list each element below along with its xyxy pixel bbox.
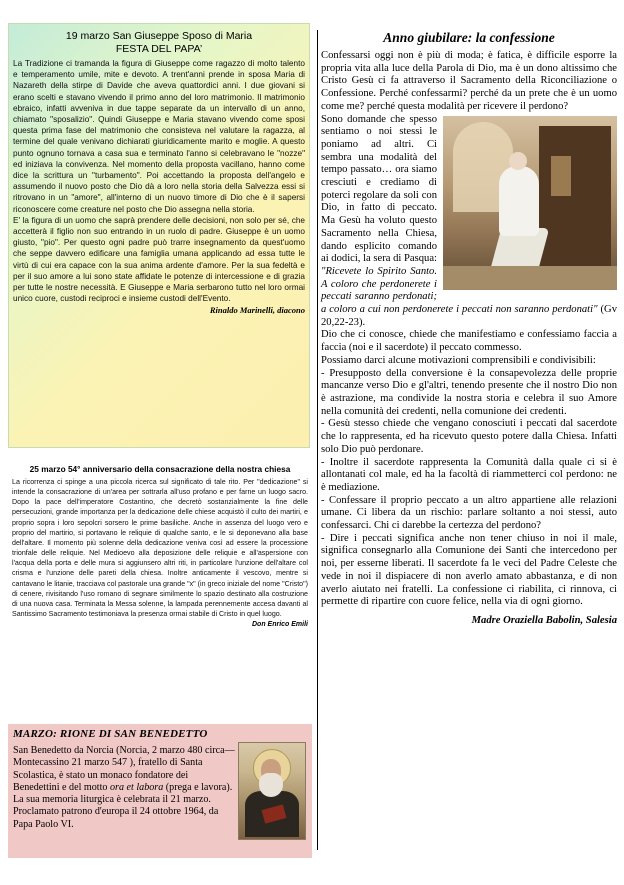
- confession-bullet-5: - Dire i peccati significa anche non tener chiuso in noi il male, significa consegnarlo alla Comunione dei Santi che intercedono per noi, per esserne liberati. Il sacerdote fa le veci del Padre Celeste che vede in noi il dispiacere di non averlo amato abbastanza, e di non averlo aiutato nei fratelli. La confessione ci riabilita, ci rinnova, ci permette di ripartire con cuore felice, nella via di ogni giorno.: [321, 532, 617, 608]
- confession-signature: Madre Oraziella Babolin, Salesia: [471, 614, 617, 626]
- san-benedetto-text-2: (prega e lavora). La sua memoria liturgica è celebrata il 21 marzo. Proclamato patrono d'europa il 24 ottobre 1964, da Papa Paolo VI.: [13, 781, 233, 830]
- san-benedetto-title: MARZO: RIONE DI SAN BENEDETTO: [13, 728, 208, 740]
- st-joseph-signature: Rinaldo Marinelli, diacono: [209, 305, 305, 316]
- confession-paragraph-2: Dio che ci conosce, chiede che manifestiamo e confessiamo faccia a faccia (noi e il sacerdote) il peccato commesso.: [321, 329, 617, 354]
- gospel-reference: (Gv 20,22-23).: [321, 304, 617, 328]
- san-benedetto-motto: ora et labora: [110, 781, 164, 793]
- st-joseph-paragraph-1: La Tradizione ci tramanda la figura di Giuseppe come ragazzo di molto talento e temperamento umile, mite e devoto. A trent'anni prende in sposa Maria di Nazareth della stirpe di Davide che aveva quattordici anni. I due giovani si erano scelti e stavano vivendo il primo anno del loro matrimonio. Il matrimonio ebraico, infatti avveniva in due tappe separate da un intervallo di un anno, chiamato "sposalizio". Quindi Giuseppe e Maria stavano vivendo come sposi questa prima fase del matrimonio che consisteva nel valutare la ragazza, al termine del quale venivano dichiarati giuridicamente marito e moglie. A questo punto ognuno tornava a casa sua e terminato l'anno si celebravano le "nozze" ed iniziava la convivenza. Nel momento della proposta vacillano, hanno come dice la scrittura un "turbamento". Poi accettando la proposta dell'angelo e assumendo il nuovo posto che Dio dà a loro nella storia della Salvezza essi si ritrovano in un "amore", all'interno di un nuovo timore di Dio che è il sapersi riconoscere come creature nel posto che Dio assegna nella storia.: [13, 59, 305, 214]
- st-joseph-paragraph-2: E' la figura di un uomo che saprà prendere delle decisioni, non solo per sé, che accetterà il figlio non suo entrando in un ruolo di padre. Giuseppe è un uomo giusto, "pio". Per questo ogni padre può trarre insegnamento da quest'uomo che seppe davvero edificare una famiglia umana applicando ad essa tutte le virtù di cui era capace con la sua anima ardente d'amore. Per la sua fedeltà e per il suo amore a lui sono state affidate le potenze di intercessione e di grazia per tutte le nostre necessità. E Giuseppe e Maria serbarono tutto nel loro ormai unico cuore, custodi reciproci e insieme custodi dell'Evento.: [13, 215, 305, 304]
- confession-photo: [443, 116, 617, 290]
- st-joseph-article: [8, 23, 310, 448]
- confession-article: [321, 30, 617, 626]
- confession-paragraph-3: Possiamo darci alcune motivazioni comprensibili e condivisibili:: [321, 354, 596, 366]
- san-benedetto-icon-image: [238, 742, 306, 840]
- san-benedetto-body: [13, 745, 235, 831]
- confession-bullet-3: - Inoltre il sacerdote rappresenta la Comunità dalla quale ci si è allontanati col male, ed ha la facoltà di riammetterci col perdono: ne è mediazione.: [321, 456, 617, 493]
- church-anniversary-signature: Don Enrico Emili: [251, 621, 308, 629]
- fathers-day-heading: FESTA DEL PAPA’: [115, 43, 203, 55]
- church-anniversary-body: La ricorrenza ci spinge a una piccola ricerca sul significato di tale rito. Per "dedicazione" si intende la consacrazione di un'area per sottrarla all'uso profano e per farne un luogo sacro. Dopo la pace dell'imperatore Costantino, che decretò sostanzialmente la fine delle persecuzioni, grande importanza per la dedicazione delle chiese acquistò il culto dei martiri, e proprio sopra i loro sepolcri sorsero le prime basiliche. Anche in assenza del luogo vero e proprio del martirio, si portavano le reliquie di qualche santo, e le si deponevano alla base dell'altare. Il momento più solenne della dedicazione veniva così ad essere la processione trionfale delle reliquie. Nel Medioevo alla deposizione delle reliquie e all'aspersione con l'acqua della porta e delle mura si aggiunsero altri riti, in particolare l'unzione dell'altare col crisma e l'unzione delle pareti della chiesa. Inoltre anticamente il vescovo, mentre si cantavano le litanie, tracciava col pastorale una grande "x" (in greco iniziale del nome "Cristo") di cenere, rivisitando l'uso romano di segnare similmente lo spazio destinato alla costruzione di una nuova casa. Terminata la Messa solenne, la lampada perennemente accesa davanti al Santissimo Sacramento testimoniava la presenza ormai stabile di Cristo in quel luogo.: [12, 478, 308, 619]
- gospel-quote: "Ricevete lo Spirito Santo. A coloro che perdonerete i peccati saranno perdonati; a coloro a cui non perdonerete i peccati non saranno perdonati": [321, 265, 598, 316]
- confession-title: Anno giubilare: la confessione: [383, 30, 555, 45]
- st-joseph-heading: 19 marzo San Giuseppe Sposo di Maria: [65, 30, 253, 42]
- confession-bullet-2: - Gesù stesso chiede che vengano conosciuti i peccati dal sacerdote che lo rappresenta, ed ha ricevuto questo potere dalla Chiesa. Infatti solo Dio può perdonare.: [321, 418, 617, 455]
- confession-bullet-1: - Presupposto della conversione è la consapevolezza delle proprie mancanze verso Dio e gl'altri, tenendo presente che il nostro Dio non è astrazione, ma condivide la nostra storia e celebra il suo Amore nella comunità dei credenti, nella comunione dei credenti.: [321, 367, 617, 417]
- san-benedetto-text-1: San Benedetto da Norcia (Norcia, 2 marzo 480 circa—Montecassino 21 marzo 547 ), fratello di Santa Scolastica, è stato un monaco fondatore dei Benedettini e del motto: [13, 745, 235, 793]
- confession-intro: Confessarsi oggi non è più di moda; è fatica, è difficile esporre la propria vita alla luce della Parola di Dio, ma è un dono altissimo che Cristo Gesù ci fa attraverso il Sacramento della Riconciliazione o Confessione. Perché confessarmi? perché da un prete che è un uomo come me? perché questa modalità per ricevere il perdono?: [321, 50, 617, 112]
- column-divider: [317, 30, 318, 850]
- church-anniversary-article: [12, 464, 308, 628]
- church-anniversary-title: 25 marzo 54° anniversario della consacrazione della nostra chiesa: [29, 464, 291, 474]
- san-benedetto-box: [8, 724, 312, 858]
- confession-bullet-4: - Confessare il proprio peccato a un altro appartiene alle relazioni umane. Ci libera da un rischio: parlare soltanto a noi stessi, auto confessarci. Chi ci darebbe la certezza del perdono?: [321, 494, 617, 532]
- confession-wrap-text: Sono domande che spesso sentiamo o noi stessi le poniamo ad altri. Ci sembra una modalità del tempo passato… ora siamo cresciuti e crediamo di poterci regolare da soli con Dio, in fatto di peccato. Ma Gesù ha voluto questo Sacramento nella Chiesa, dando esplicito comando ai dodici, la sera di Pasqua:: [321, 113, 437, 265]
